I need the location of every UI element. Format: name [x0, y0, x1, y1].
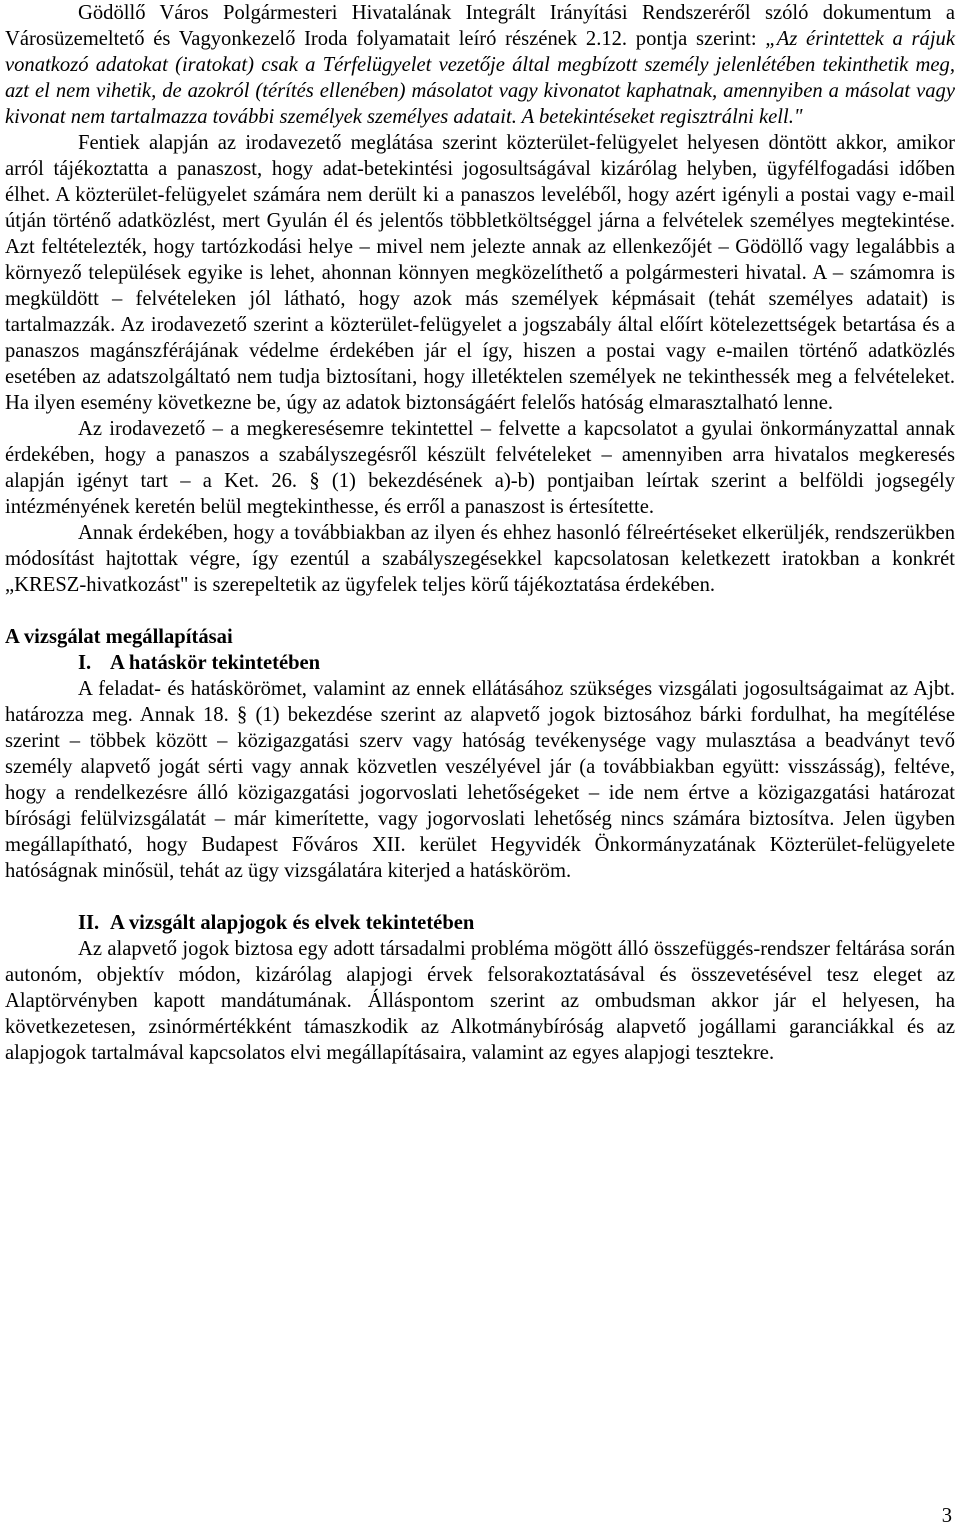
paragraph-fundamental-rights: Az alapvető jogok biztosa egy adott társadalmi probléma mögött álló összefüggés-rendszer feltárása során autonóm, objektív módon, kizárólag alapjogi érvek felsorakoztatásával és összevetésével tesz eleget az Alaptörvényben kapott mandátumának. Álláspontom szerint az ombudsman akkor jár el helyesen, ha következetesen, zsinórmértékként támaszkodik az Alkotmánybíróság alapvető jogállami garanciákkal és az alapjogok tartalmával kapcsolatos elvi megállapításaira, valamint az egyes alapjogi tesztekre.	[5, 938, 955, 1064]
section-1-title: A hatáskör tekintetében	[110, 652, 321, 674]
heading-section-1	[78, 650, 955, 676]
paragraph-competence: A feladat- és hatáskörömet, valamint az ennek ellátásához szükséges vizsgálati jogosultságaimat az Ajbt. határozza meg. Annak 18. § (1) bekezdése szerint az alapvető jogok biztosához bárki fordulhat, ha megítélése szerint – többek között – közigazgatási szerv vagy hatóság tevékenysége vagy mulasztása a beadványt tevő személy alapvető jogát sérti vagy annak közvetlen veszélyével jár (a továbbiakban együtt: visszásság), feltéve, hogy a rendelkezésre álló közigazgatási jogorvoslati lehetőségeket – ide nem értve a közigazgatási határozat bírósági felülvizsgálatát – már kimerítette, vagy jogorvoslati lehetőség nincs számára biztosítva. Jelen ügyben megállapítható, hogy Budapest Főváros XII. kerület Hegyvidék Önkormányzatának Közterület-felügyelete hatóságnak minősül, tehát az ügy vizsgálatára kiterjed a hatásköröm.	[5, 678, 955, 882]
heading-findings: A vizsgálat megállapításai	[5, 626, 233, 648]
section-2-number: II.	[78, 912, 100, 934]
page-number: 3	[941, 1505, 952, 1527]
spacer	[5, 884, 955, 910]
paragraph-system-change: Annak érdekében, hogy a továbbiakban az ilyen és ehhez hasonló félreértéseket elkerüljék, rendszerükben módosítást hajtottak végre, így ezentúl a szabályszegésekkel kapcsolatosan keletkezett iratokban a konkrét „KRESZ-hivatkozást" is szerepeltetik az ügyfelek teljes körű tájékoztatása érdekében.	[5, 522, 955, 596]
heading-section-2	[78, 910, 955, 936]
section-2-title: A vizsgált alapjogok és elvek tekintetében	[110, 912, 475, 934]
paragraph-office-head-view: Fentiek alapján az irodavezető meglátása szerint közterület-felügyelet helyesen döntött akkor, amikor arról tájékoztatta a panaszost, hogy adat-betekintési jogosultságával kizárólag helyben, ügyfélfogadási időben élhet. A közterület-felügyelet számára nem derült ki a panaszos leveléből, hogy azért igényli a postai vagy e-mail útján történő adatközlést, mert Gyulán él és jelentős többletköltséggel járna a felvételek személyes megtekintése. Azt feltételezték, hogy tartózkodási helye – mivel nem jelezte annak az ellenkezőjét – Gödöllő vagy legalábbis a környező települések egyike is lehet, ahonnan könnyen megközelíthető a polgármesteri hivatal. A – számomra is megküldött – felvételeken jól látható, hogy azok más személyek képmásait (tehát személyes adatait) is tartalmazzák. Az irodavezető szerint a közterület-felügyelet a jogszabály által előírt kötelezettségek betartása és a panaszos magánszférájának védelme érdekében jár el így, hiszen a postai vagy e-mailen történő adatközlés esetében az adatszolgáltató nem tudja biztosítani, hogy illetéktelen személyek ne tekinthessék meg a felvételeket. Ha ilyen esemény következne be, úgy az adatok biztonságáért felelős hatóság elmarasztalható lenne.	[5, 132, 955, 414]
rules-quote: „Az érintettek a rájuk vonatkozó adatokat (iratokat) csak a Térfelügyelet vezetője által megbízott személy jelenlétében tekinthetik meg, azt el nem vihetik, de azokról (térítés ellenében) másolatot vagy kivonatot kaphatnak, amennyiben a másolat vagy kivonat nem tartalmazza további személyek személyes adatait. A betekintéseket regisztrálni kell."	[5, 28, 955, 128]
document-page	[5, 0, 955, 1066]
paragraph-rules-quote	[5, 0, 955, 130]
paragraph-contact-gyula: Az irodavezető – a megkeresésemre tekintettel – felvette a kapcsolatot a gyulai önkormányzattal annak érdekében, hogy a panaszos a szabályszegésről készült felvételeket – amennyiben arra hivatalos megkeresés alapján igényt tart – a Ket. 26. § (1) bekezdésének a)-b) pontjaiban leírtak szerint a belföldi jogsegély intézményének keretén belül megtekinthesse, és erről a panaszost is értesítette.	[5, 418, 955, 518]
paragraph-rules-intro: Gödöllő Város Polgármesteri Hivatalának Integrált Irányítási Rendszeréről szóló dokumentum a Városüzemeltető és Vagyonkezelő Iroda folyamatait leíró részének 2.12. pontja szerint:	[5, 2, 955, 50]
section-1-number: I.	[78, 652, 92, 674]
spacer	[5, 598, 955, 624]
